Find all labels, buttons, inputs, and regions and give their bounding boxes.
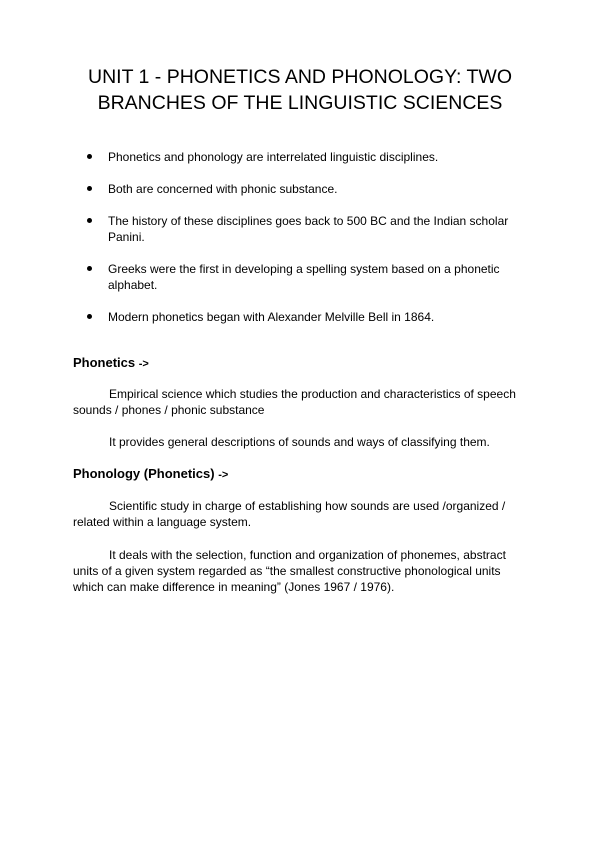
bullet-text: Greeks were the first in developing a spelling system based on a phonetic alphabet. <box>108 262 500 292</box>
arrow-icon: -> <box>218 469 229 481</box>
bullet-icon <box>87 154 92 159</box>
list-item <box>73 149 533 165</box>
bullet-icon <box>87 266 92 271</box>
phonetics-paragraph-1 <box>73 386 528 418</box>
bullet-icon <box>87 218 92 223</box>
bullet-text: Phonetics and phonology are interrelated linguistic disciplines. <box>108 150 439 164</box>
list-item <box>73 309 533 325</box>
bullet-icon <box>87 314 92 319</box>
paragraph: Empirical science which studies the production and characteristics of speech sounds / phones / phonic substance <box>73 387 516 417</box>
bullet-text: Modern phonetics began with Alexander Melville Bell in 1864. <box>108 310 435 324</box>
phonology-heading-text: Phonology (Phonetics) <box>73 466 215 481</box>
list-item <box>73 213 533 245</box>
phonology-heading <box>73 465 528 484</box>
phonetics-heading <box>73 354 528 373</box>
bullet-text: Both are concerned with phonic substance. <box>108 182 338 196</box>
bullet-text: The history of these disciplines goes back to 500 BC and the Indian scholar Panini. <box>108 214 509 244</box>
paragraph: It provides general descriptions of sounds and ways of classifying them. <box>109 435 490 449</box>
list-item <box>73 181 533 197</box>
bullet-icon <box>87 186 92 191</box>
phonetics-paragraph-2 <box>73 434 528 450</box>
paragraph: It deals with the selection, function and organization of phonemes, abstract units of a given system regarded as “the smallest constructive phonological units which can make difference in meaning” (Jones 1967 / 1976). <box>73 548 506 594</box>
arrow-icon: -> <box>138 358 149 370</box>
paragraph: Scientific study in charge of establishing how sounds are used /organized / related within a language system. <box>73 499 506 529</box>
list-item <box>73 261 533 293</box>
phonology-paragraph-1 <box>73 498 528 530</box>
phonetics-section <box>73 354 528 373</box>
phonology-paragraph-2 <box>73 547 528 595</box>
phonetics-heading-text: Phonetics <box>73 355 136 370</box>
bullet-list <box>73 149 533 341</box>
phonology-section <box>73 465 528 484</box>
page-title: UNIT 1 - PHONETICS AND PHONOLOGY: TWO BRANCHES OF THE LINGUISTIC SCIENCES <box>87 66 512 114</box>
